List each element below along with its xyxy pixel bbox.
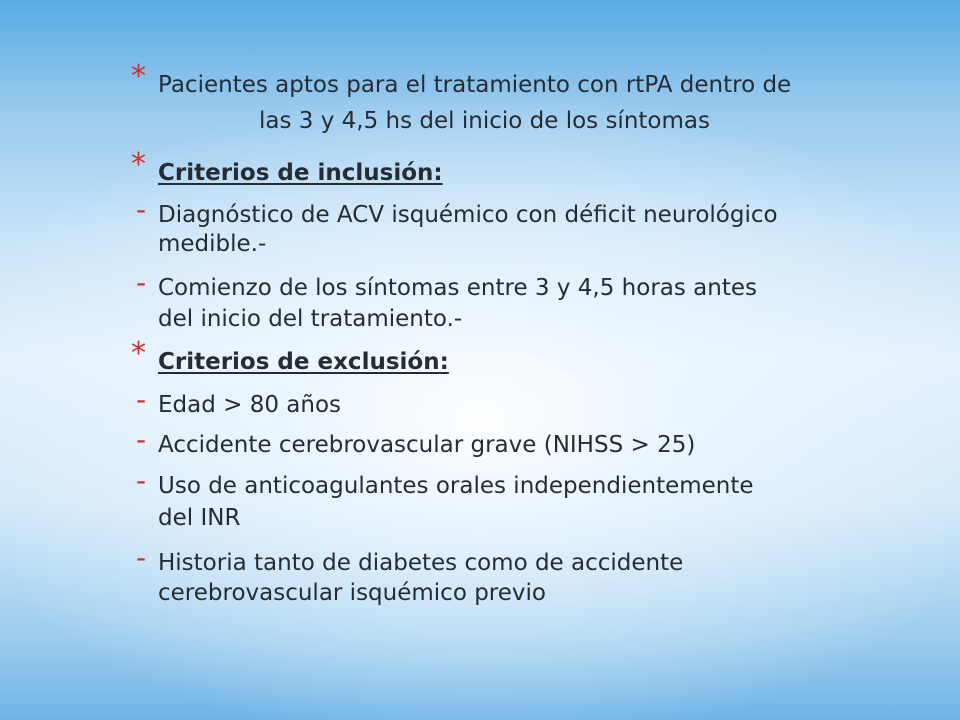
- bullet-star-icon: *: [131, 59, 146, 94]
- inclusion-item-2-line-1: Comienzo de los síntomas entre 3 y 4,5 horas antes: [158, 275, 757, 301]
- exclusion-item-1-line-1: Edad > 80 años: [158, 392, 342, 418]
- bullet-dash-icon: -: [136, 266, 147, 299]
- bullet-dash-icon: -: [136, 464, 147, 497]
- inclusion-heading: Criterios de inclusión:: [158, 160, 443, 186]
- exclusion-item-4-line-1: Historia tanto de diabetes como de accidente: [158, 550, 684, 576]
- exclusion-heading: Criterios de exclusión:: [158, 349, 449, 375]
- inclusion-item-1-line-1: Diagnóstico de ACV isquémico con déficit neurológico: [158, 202, 778, 228]
- inclusion-item-2-line-2: del inicio del tratamiento.-: [158, 306, 463, 332]
- title-line-1: Pacientes aptos para el tratamiento con rtPA dentro de: [158, 72, 792, 98]
- bullet-dash-icon: -: [136, 423, 147, 456]
- bullet-dash-icon: -: [136, 541, 147, 574]
- bullet-star-icon: *: [131, 336, 146, 371]
- exclusion-item-4-line-2: cerebrovascular isquémico previo: [158, 580, 546, 606]
- bullet-dash-icon: -: [136, 383, 147, 416]
- exclusion-item-3-line-1: Uso de anticoagulantes orales independientemente: [158, 473, 754, 499]
- inclusion-item-1-line-2: medible.-: [158, 231, 267, 257]
- exclusion-item-2-line-1: Accidente cerebrovascular grave (NIHSS > 25): [158, 432, 696, 458]
- bullet-star-icon: *: [131, 147, 146, 182]
- exclusion-item-3-line-2: del INR: [158, 505, 241, 531]
- title-line-2: las 3 y 4,5 hs del inicio de los síntomas: [259, 108, 710, 134]
- bullet-dash-icon: -: [136, 193, 147, 226]
